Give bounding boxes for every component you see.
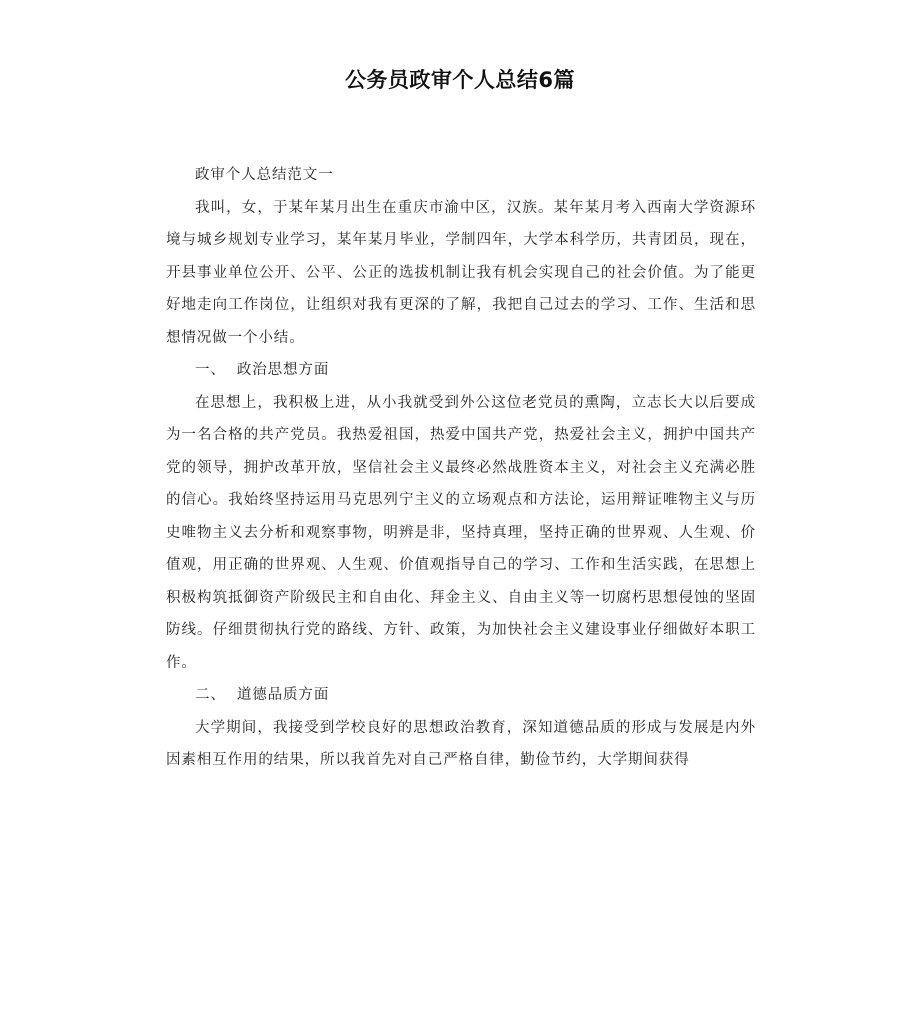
section-heading-moral-character: 二、 道德品质方面 [195,687,330,703]
paragraph-political-thought: 在思想上，我积极上进，从小我就受到外公这位老党员的熏陶，立志长大以后要成为一名合格的共产党员。我热爱祖国，热爱中国共产党，热爱社会主义，拥护中国共产党的领导，拥护改革开放，坚信社会主义最终必然战胜资本主义，对社会主义充满必胜的信心。我始终坚持运用马克思列宁主义的立场观点和方法论，运用辩证唯物主义与历史唯物主义去分析和观察事物，明辨是非，坚持真理，坚持正确的世界观、人生观、价值观，用正确的世界观、人生观、价值观指导自己的学习、工作和生活实践，在思想上积极构筑抵御资产阶级民主和自由化、拜金主义、自由主义等一切腐朽思想侵蚀的坚固防线。仔细贯彻执行党的路线、方针、政策，为加快社会主义建设事业仔细做好本职工作。 [166,394,756,671]
section-heading-sample-one: 政审个人总结范文一 [195,167,334,183]
section-heading-political-thought: 一、 政治思想方面 [195,362,330,378]
document-body [166,159,756,777]
paragraph-introduction: 我叫，女，于某年某月出生在重庆市渝中区，汉族。某年某月考入西南大学资源环境与城乡规划专业学习，某年某月毕业，学制四年，大学本科学历，共青团员，现在，开县事业单位公开、公平、公正的选拔机制让我有机会实现自己的社会价值。为了能更好地走向工作岗位，让组织对我有更深的了解，我把自己过去的学习、工作、生活和思想情况做一个小结。 [166,199,756,346]
document-title: 公务员政审个人总结6篇 [344,68,576,92]
paragraph-moral-character: 大学期间，我接受到学校良好的思想政治教育，深知道德品质的形成与发展是内外因素相互作用的结果，所以我首先对自己严格自律，勤俭节约，大学期间获得 [166,719,756,768]
